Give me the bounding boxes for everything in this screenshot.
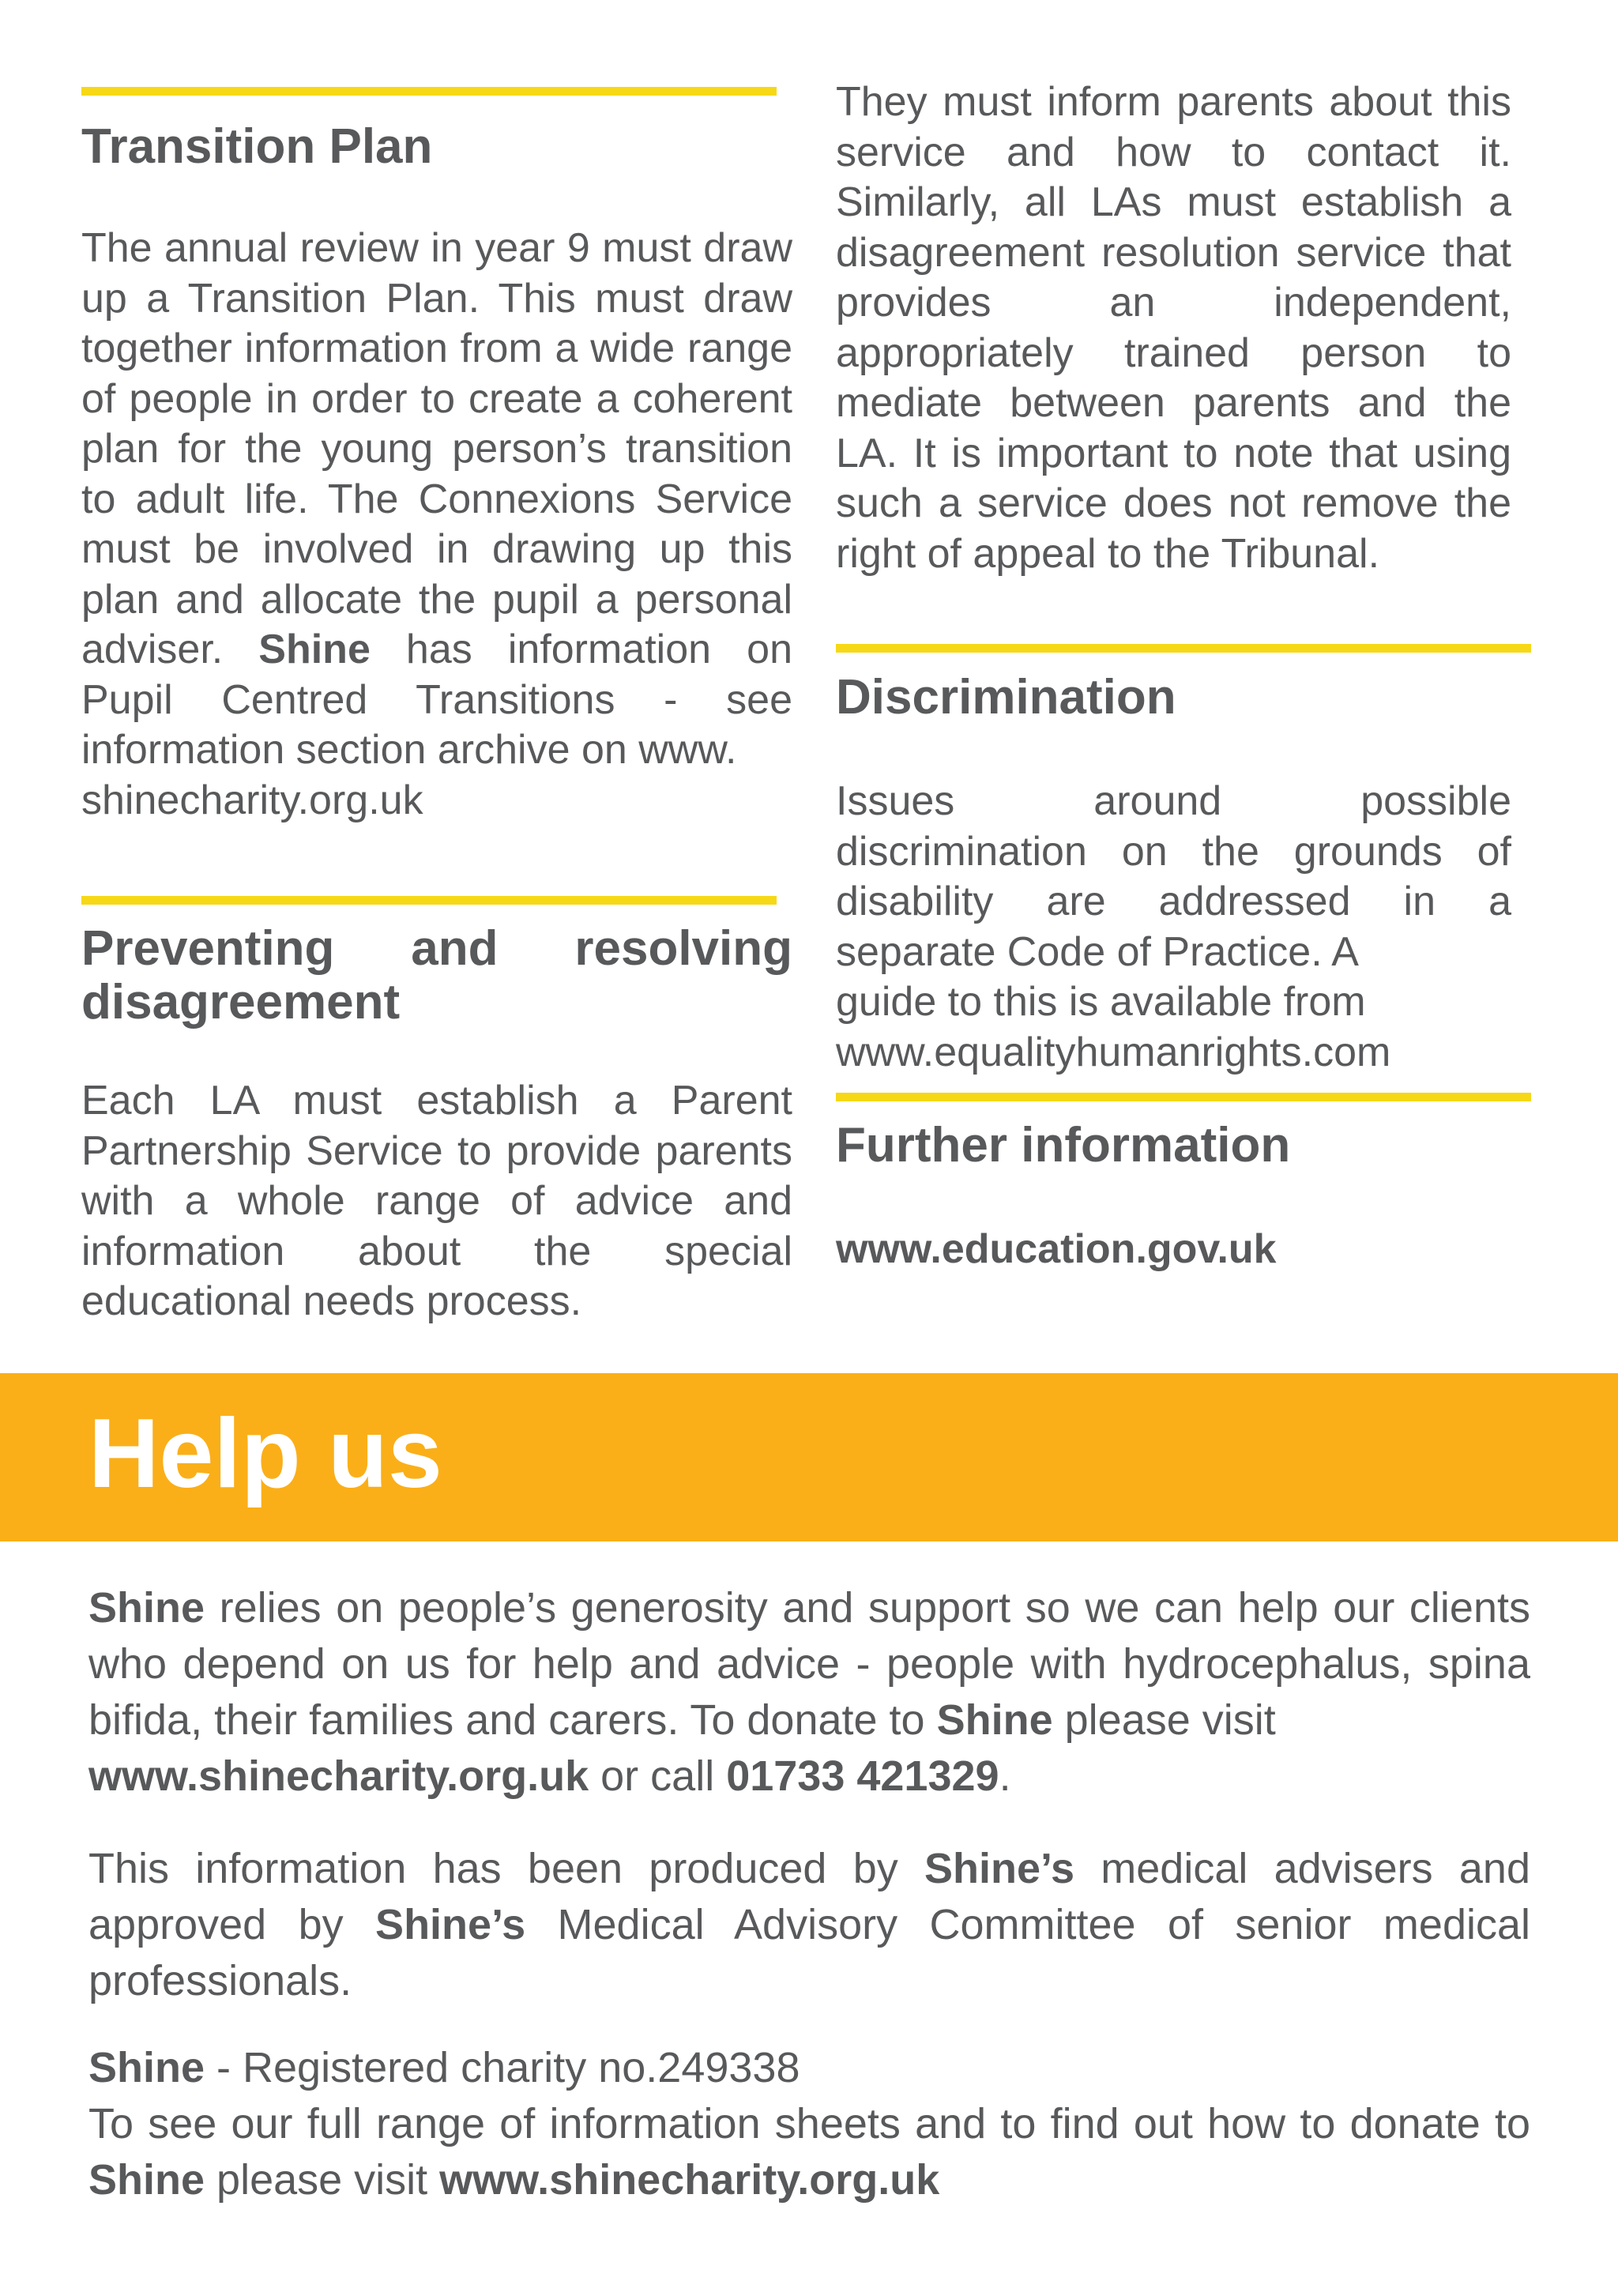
help-us-title: Help us (88, 1399, 442, 1508)
help-us-p2: This information has been produced by Shine’s medical advisers and approved by Shine’s Medical Advisory Committee of senior medical professionals. (88, 1845, 1531, 2004)
section-rule (81, 896, 777, 905)
shine-website-link[interactable]: www.shinecharity.org.uk (88, 1752, 589, 1800)
help-us-p1: Shine relies on people’s generosity and support so we can help our clients who depend on us for help and advice - people with hydrocephalus, spina bifida, their families and carers. To donate to Shine please visit www.shinecharity.org.uk or call 01733 421329. (88, 1584, 1530, 1800)
disagreement-continued: They must inform parents about this service and how to contact it. Similarly, all LAs must establish a disagreement resolution service that provides an independent, appropriately trained person to mediate between parents and the LA. It is important to note that using such a service does not remove the right of appeal to the Tribunal. (836, 79, 1511, 577)
discrimination-body: Issues around possible discrimination on the grounds of disability are addressed in a separate Code of Practice. A guide to this is available from www.equalityhumanrights.com (836, 778, 1511, 1075)
shine-website-link-footer[interactable]: www.shinecharity.org.uk (439, 2156, 940, 2204)
equality-link[interactable]: www.equalityhumanrights.com (836, 1029, 1391, 1075)
discrimination-heading: Discrimination (836, 670, 1176, 725)
transition-plan-body: The annual review in year 9 must draw up a Transition Plan. This must draw together information from a wide range of people in order to create a coherent plan for the young person’s transition to adult life. The Connexions Service must be involved in drawing up this plan and allocate the pupil a personal adviser. Shine has information on Pupil Centred Transitions - see information section archive on www. shinecharity.org.uk (81, 225, 792, 823)
section-rule (836, 1093, 1531, 1101)
section-rule (836, 644, 1531, 653)
further-info-heading: Further information (836, 1118, 1291, 1172)
transition-plan-heading: Transition Plan (81, 119, 433, 174)
disagreement-body: Each LA must establish a Parent Partnership Service to provide parents with a whole range of advice and information about the special educational needs process. (81, 1078, 792, 1324)
shine-brand: Shine (258, 627, 371, 672)
phone-number[interactable]: 01733 421329 (726, 1752, 999, 1800)
section-rule (81, 87, 777, 96)
help-us-p3: Shine - Registered charity no.249338 To see our full range of information sheets and to find out how to donate to Shine please visit www.shinecharity.org.uk (88, 2044, 1530, 2204)
education-gov-link[interactable]: www.education.gov.uk (836, 1226, 1277, 1272)
disagreement-heading: Preventing and resolving disagreement (81, 921, 792, 1029)
